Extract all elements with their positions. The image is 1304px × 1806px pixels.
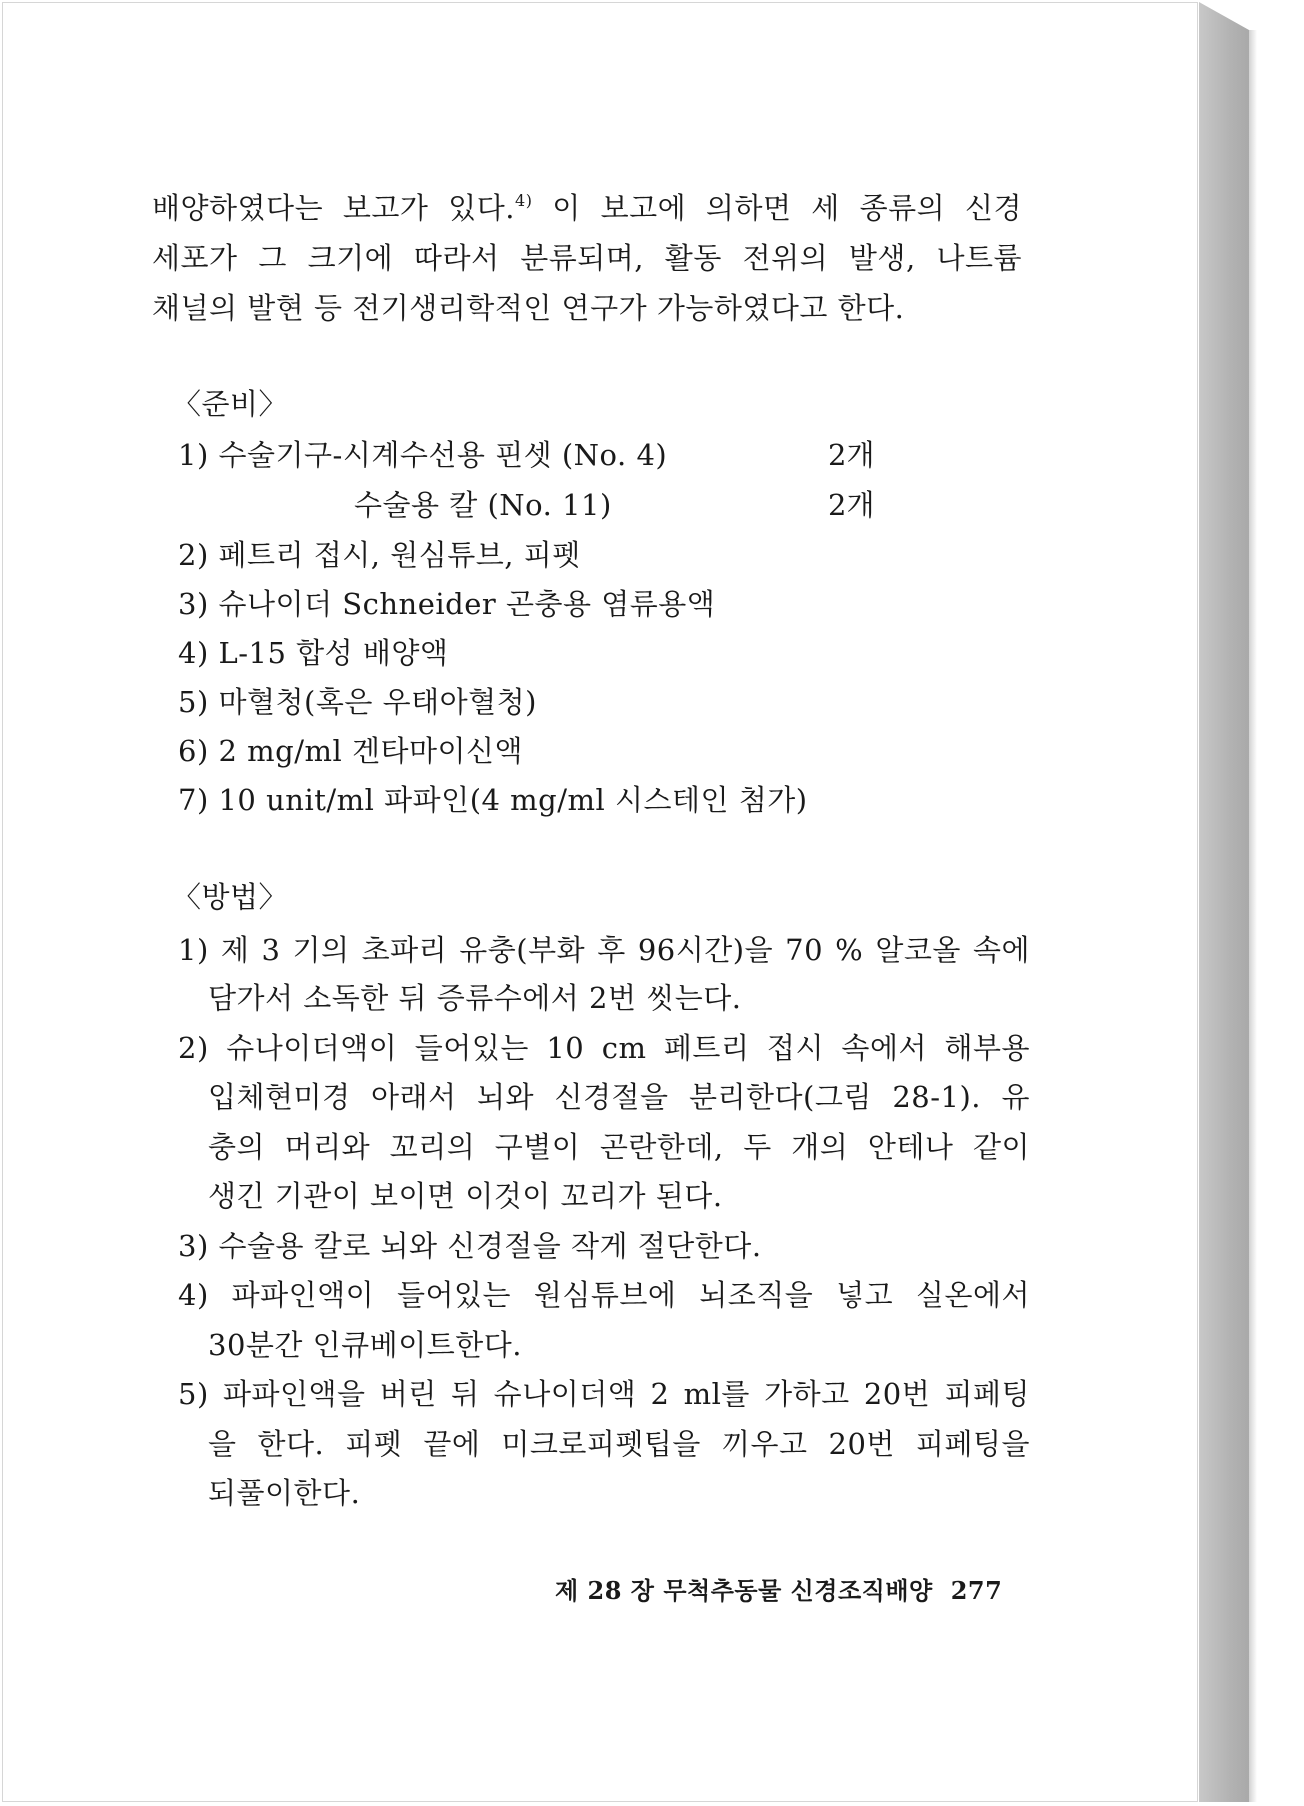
method-line-6: 생긴 기관이 보이면 이것이 꼬리가 된다. <box>208 1179 723 1213</box>
intro-line-1-rest: 이 보고에 의하면 세 종류의 신경 <box>532 191 1023 225</box>
prep-item-4: 4) L-15 합성 배양액 <box>178 636 449 670</box>
prep-item-1b: 수술용 칼 (No. 11) <box>354 488 612 522</box>
chapter-title: 제 28 장 무척추동물 신경조직배양 <box>555 1576 933 1605</box>
prep-item-1: 1) 수술기구-시계수선용 핀셋 (No. 4) <box>178 438 668 472</box>
prep-item-3: 3) 슈나이더 Schneider 곤충용 염류용액 <box>178 587 716 621</box>
intro-line-2: 세포가 그 크기에 따라서 분류되며, 활동 전위의 발생, 나트륨 <box>152 241 1022 275</box>
method-line-8: 4) 파파인액이 들어있는 원심튜브에 뇌조직을 넣고 실온에서 <box>178 1278 1030 1312</box>
method-heading: 〈방법〉 <box>172 880 289 914</box>
method-line-2: 담가서 소독한 뒤 증류수에서 2번 씻는다. <box>208 981 742 1015</box>
method-line-7: 3) 수술용 칼로 뇌와 신경절을 작게 절단한다. <box>178 1229 762 1263</box>
page-footer <box>555 1574 1002 1608</box>
method-line-11: 을 한다. 피펫 끝에 미크로피펫팁을 끼우고 20번 피페팅을 <box>208 1427 1030 1461</box>
prep-item-6: 6) 2 mg/ml 겐타마이신액 <box>178 734 524 768</box>
intro-line-1 <box>152 188 1022 228</box>
preparation-heading: 〈준비〉 <box>172 387 289 421</box>
prep-item-2: 2) 페트리 접시, 원심튜브, 피펫 <box>178 538 581 572</box>
intro-line-1-text: 배양하였다는 보고가 있다. <box>152 191 516 225</box>
page-edge <box>1199 2 1249 1802</box>
prep-item-7: 7) 10 unit/ml 파파인(4 mg/ml 시스테인 첨가) <box>178 783 808 817</box>
method-line-4: 입체현미경 아래서 뇌와 신경절을 분리한다(그림 28-1). 유 <box>208 1080 1030 1114</box>
page-number: 277 <box>950 1576 1003 1605</box>
prep-item-5: 5) 마혈청(혹은 우태아혈청) <box>178 685 537 719</box>
method-line-9: 30분간 인큐베이트한다. <box>208 1328 522 1362</box>
page-shadow <box>1249 30 1257 1802</box>
reference-superscript: 4) <box>515 191 533 210</box>
method-line-3: 2) 슈나이더액이 들어있는 10 cm 페트리 접시 속에서 해부용 <box>178 1031 1030 1065</box>
prep-item-1-qty: 2개 <box>828 438 875 472</box>
method-line-5: 충의 머리와 꼬리의 구별이 곤란한데, 두 개의 안테나 같이 <box>208 1130 1030 1164</box>
method-line-10: 5) 파파인액을 버린 뒤 슈나이더액 2 ml를 가하고 20번 피페팅 <box>178 1377 1030 1411</box>
method-line-12: 되풀이한다. <box>208 1476 361 1510</box>
prep-item-1b-qty: 2개 <box>828 488 875 522</box>
intro-line-3: 채널의 발현 등 전기생리학적인 연구가 가능하였다고 한다. <box>152 291 905 325</box>
method-line-1: 1) 제 3 기의 초파리 유충(부화 후 96시간)을 70 % 알코올 속에 <box>178 933 1030 967</box>
